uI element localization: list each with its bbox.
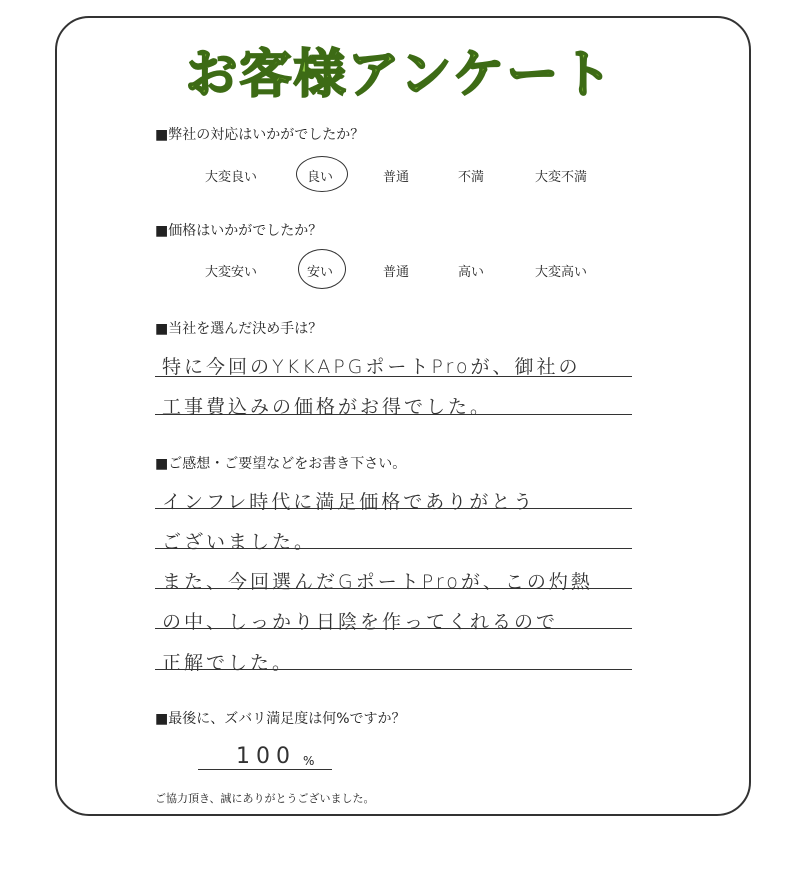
satisfaction-rule-line [198,769,332,770]
comment-rule-line [155,628,632,629]
comment-rule-line [155,548,632,549]
option-service-normal[interactable]: 普通 [382,170,410,185]
handwritten-answer-line: 特に今回のYKKAPGポートProが、御社の [162,356,581,378]
percent-unit: % [303,754,315,768]
handwritten-comment-line: の中、しっかり日陰を作ってくれるので [162,611,559,633]
handwritten-comment-line: 正解でした。 [162,652,295,674]
question-comments: ■ご感想・ご要望などをお書き下さい。 [155,456,407,472]
option-service-very-dissatisfied[interactable]: 大変不満 [534,170,588,185]
comment-rule-line [155,669,632,670]
handwritten-comment-line: ございました。 [162,531,317,553]
comment-rule-line [155,588,632,589]
selected-circle-mark [296,156,348,192]
question-deciding-factor: ■当社を選んだ決め手は？ [155,321,323,337]
page-title: お客様アンケート [185,45,615,105]
comment-rule-line [155,508,632,509]
satisfaction-value: 100 [236,744,296,769]
option-price-very-cheap[interactable]: 大変安い [204,265,258,280]
thanks-message: ご協力頂き、誠にありがとうございました。 [155,792,375,805]
option-service-dissatisfied[interactable]: 不満 [457,170,485,185]
answer-rule-line [155,376,632,377]
question-satisfaction: ■最後に、ズバリ満足度は何%ですか？ [155,711,406,727]
handwritten-comment-line: また、今回選んだGポートProが、この灼熱 [162,571,593,593]
question-price: ■価格はいかがでしたか？ [155,223,323,239]
selected-circle-mark [298,249,346,289]
handwritten-answer-line: 工事費込みの価格がお得でした。 [162,396,493,418]
question-service: ■弊社の対応はいかがでしたか？ [155,127,365,143]
handwritten-comment-line: インフレ時代に満足価格でありがとう [162,491,536,513]
option-price-normal[interactable]: 普通 [382,265,410,280]
option-price-cheap[interactable]: 安い [306,265,334,280]
answer-rule-line [155,414,632,415]
option-price-very-expensive[interactable]: 大変高い [534,265,588,280]
option-price-expensive[interactable]: 高い [457,265,485,280]
option-service-very-good[interactable]: 大変良い [204,170,258,185]
option-service-good[interactable]: 良い [306,170,334,185]
